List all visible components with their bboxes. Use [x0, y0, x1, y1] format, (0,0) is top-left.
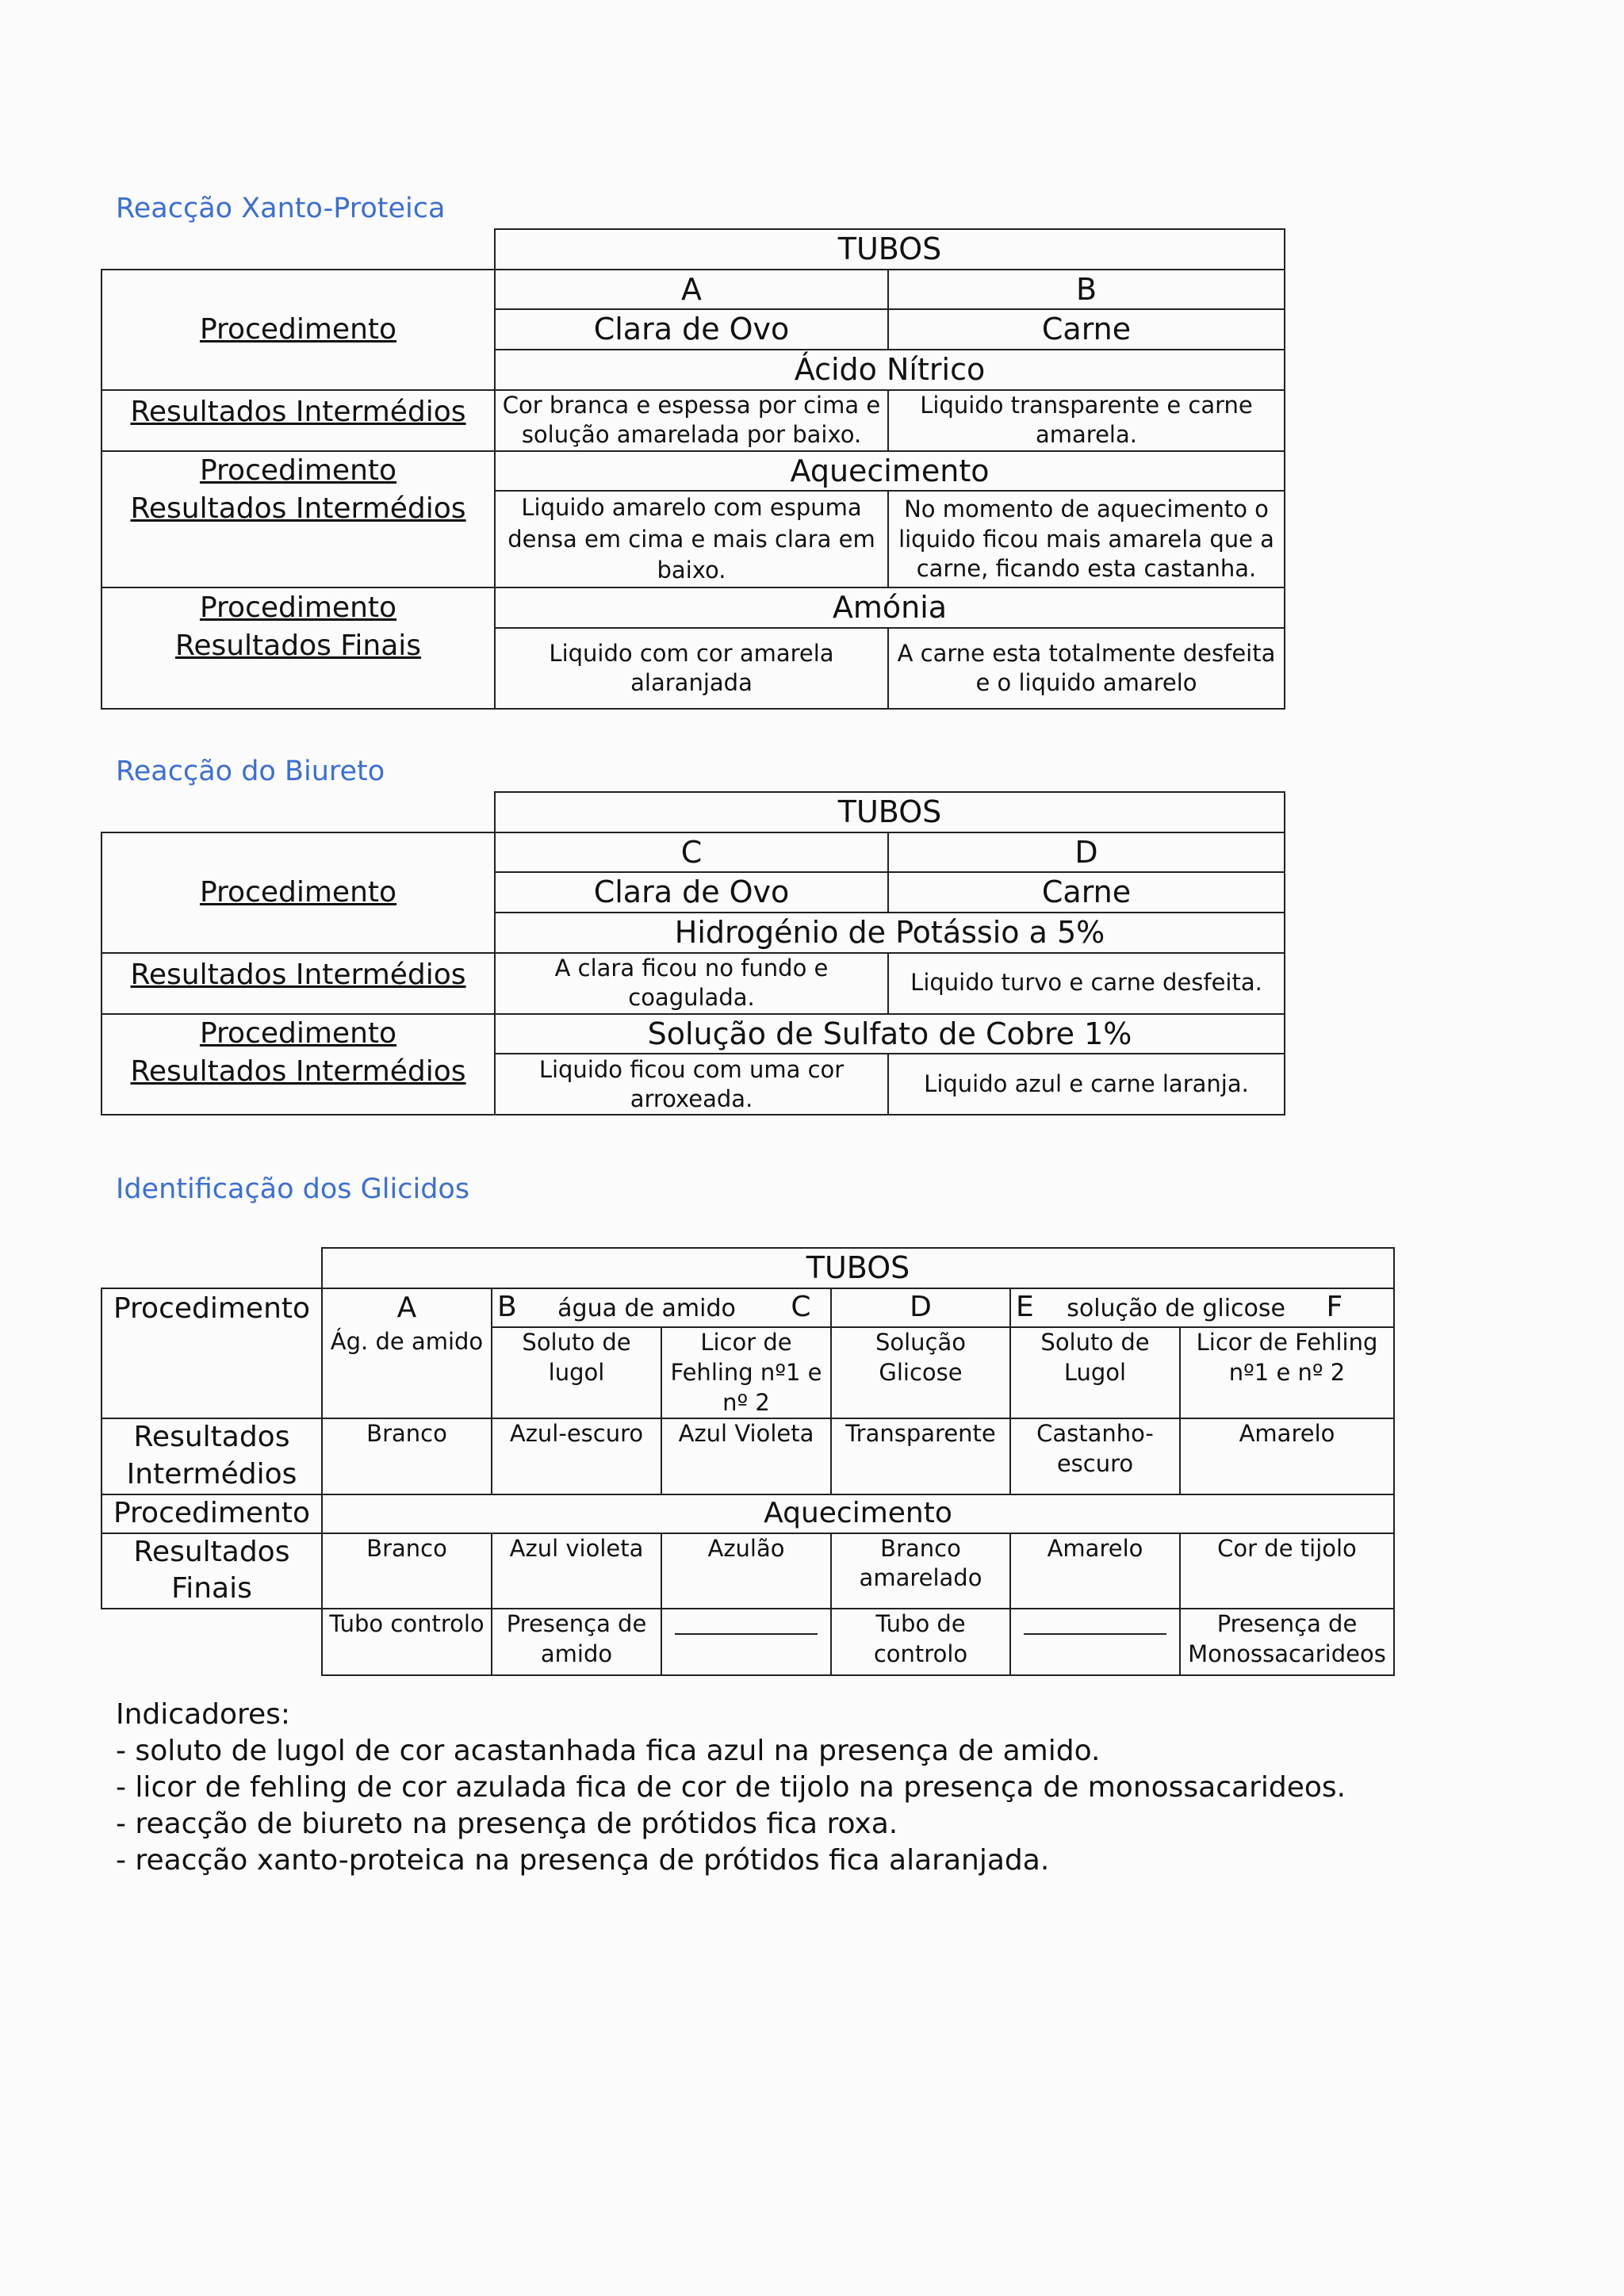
tubos-header: TUBOS	[495, 229, 1285, 270]
result-d-1: Liquido turvo e carne desfeita.	[888, 953, 1285, 1014]
resultados-intermedios-label: Resultados Intermédios	[102, 953, 495, 1014]
tube-d-header: D	[888, 832, 1285, 873]
tube-a-sub: Ág. de amido	[322, 1327, 492, 1418]
ri-cell: Azul-escuro	[492, 1418, 661, 1494]
xanto-table	[101, 228, 1285, 710]
clara-de-ovo-cell: Clara de Ovo	[495, 309, 888, 350]
tubes-ef-header	[1010, 1288, 1394, 1327]
rf-cell: Cor de tijolo	[1180, 1533, 1394, 1609]
section-title-glicidos: Identificação dos Glicidos	[116, 1173, 470, 1205]
tube-d-sub: Solução Glicose	[831, 1327, 1010, 1418]
procedimento-label: Procedimento	[102, 1288, 322, 1418]
amonia-cell: Amónia	[495, 587, 1285, 628]
glicidos-table	[101, 1247, 1395, 1676]
blank-cell	[102, 1609, 322, 1675]
result-d-2: Liquido azul e carne laranja.	[888, 1054, 1285, 1115]
rf-cell: Azulão	[661, 1533, 831, 1609]
resultados-intermedios-label-2: Resultados Intermédios	[102, 491, 495, 587]
conclusion-cell: Tubo de controlo	[831, 1609, 1010, 1675]
agua-amido-label: água de amido	[557, 1295, 736, 1323]
blank-cell	[102, 792, 495, 832]
procedimento-label-2: Procedimento	[102, 1494, 322, 1533]
solucao-glicose-label: solução de glicose	[1067, 1295, 1285, 1323]
indicators-title: Indicadores:	[116, 1698, 291, 1731]
tube-e-sub: Soluto de Lugol	[1010, 1327, 1180, 1418]
procedimento-label: Procedimento	[102, 270, 495, 390]
ri-cell: Azul Violeta	[661, 1418, 831, 1494]
ri-cell: Amarelo	[1180, 1418, 1394, 1494]
rf-cell: Branco amarelado	[831, 1533, 1010, 1609]
clara-de-ovo-cell: Clara de Ovo	[495, 872, 888, 913]
ri-cell: Transparente	[831, 1418, 1010, 1494]
tube-a-header: A	[322, 1288, 492, 1327]
tube-c-sub: Licor de Fehling nº1 e nº 2	[661, 1327, 831, 1418]
resultados-intermedios-label: Resultados Intermédios	[102, 1418, 322, 1494]
ri-cell: Castanho-escuro	[1010, 1418, 1180, 1494]
resultados-intermedios-label-2: Resultados Intermédios	[102, 1054, 495, 1115]
hidrogenio-cell: Hidrogénio de Potássio a 5%	[495, 913, 1285, 953]
tube-c-header: C	[495, 832, 888, 873]
conclusion-cell: Tubo controlo	[322, 1609, 492, 1675]
conclusion-cell-blank	[661, 1609, 831, 1675]
rf-cell: Amarelo	[1010, 1533, 1180, 1609]
carne-cell: Carne	[888, 872, 1285, 913]
rf-cell: Branco	[322, 1533, 492, 1609]
indicator-item: - licor de fehling de cor azulada fica de cor de tijolo na presença de monossacarideos.	[116, 1771, 1346, 1804]
tube-b-header: B	[888, 270, 1285, 310]
result-c-2: Liquido ficou com uma cor arroxeada.	[495, 1054, 888, 1115]
conclusion-cell: Presença de amido	[492, 1609, 661, 1675]
section-title-biureto: Reacção do Biureto	[116, 756, 385, 787]
tubes-bc-header	[492, 1288, 831, 1327]
procedimento-label-3: Procedimento	[102, 587, 495, 628]
resultados-finais-label: Resultados Finais	[102, 628, 495, 709]
result-a-1: Cor branca e espessa por cima e solução amarelada por baixo.	[495, 390, 888, 451]
resultados-intermedios-label: Resultados Intermédios	[102, 390, 495, 451]
procedimento-label-2: Procedimento	[102, 1014, 495, 1054]
result-b-final: A carne esta totalmente desfeita e o liquido amarelo	[888, 628, 1285, 709]
resultados-finais-label: Resultados Finais	[102, 1533, 322, 1609]
biureto-table	[101, 791, 1285, 1115]
result-b-2: No momento de aquecimento o liquido ficou mais amarela que a carne, ficando esta castanha.	[888, 491, 1285, 587]
blank-line	[1024, 1633, 1166, 1635]
acido-nitrico-cell: Ácido Nítrico	[495, 350, 1285, 390]
indicator-item: - reacção xanto-proteica na presença de prótidos fica alaranjada.	[116, 1844, 1050, 1877]
conclusion-cell-blank	[1010, 1609, 1180, 1675]
ri-cell: Branco	[322, 1418, 492, 1494]
indicator-item: - reacção de biureto na presença de prótidos fica roxa.	[116, 1808, 898, 1840]
tubos-header: TUBOS	[495, 792, 1285, 832]
result-a-final: Liquido com cor amarela alaranjada	[495, 628, 888, 709]
tube-f-sub: Licor de Fehling nº1 e nº 2	[1180, 1327, 1394, 1418]
tube-c-label: C	[791, 1291, 811, 1324]
tube-b-sub: Soluto de lugol	[492, 1327, 661, 1418]
result-a-2: Liquido amarelo com espuma densa em cima e mais clara em baixo.	[495, 491, 888, 587]
result-c-1: A clara ficou no fundo e coagulada.	[495, 953, 888, 1014]
tubos-header: TUBOS	[322, 1248, 1394, 1288]
aquecimento-cell: Aquecimento	[495, 451, 1285, 492]
carne-cell: Carne	[888, 309, 1285, 350]
tube-a-header: A	[495, 270, 888, 310]
blank-line	[675, 1633, 818, 1635]
procedimento-label: Procedimento	[102, 832, 495, 953]
rf-cell: Azul violeta	[492, 1533, 661, 1609]
indicators-list	[116, 1697, 1346, 1879]
aquecimento-cell: Aquecimento	[322, 1494, 1394, 1533]
procedimento-label-2: Procedimento	[102, 451, 495, 492]
conclusion-cell: Presença de Monossacarideos	[1180, 1609, 1394, 1675]
sulfato-cell: Solução de Sulfato de Cobre 1%	[495, 1014, 1285, 1054]
tube-f-label: F	[1326, 1291, 1343, 1324]
section-title-xanto: Reacção Xanto-Proteica	[116, 193, 446, 224]
tube-e-label: E	[1016, 1291, 1034, 1324]
indicator-item: - soluto de lugol de cor acastanhada fica azul na presença de amido.	[116, 1735, 1101, 1767]
tube-b-label: B	[497, 1291, 517, 1324]
blank-cell	[102, 1248, 322, 1288]
blank-cell	[102, 229, 495, 270]
result-b-1: Liquido transparente e carne amarela.	[888, 390, 1285, 451]
tube-d-header: D	[831, 1288, 1010, 1327]
